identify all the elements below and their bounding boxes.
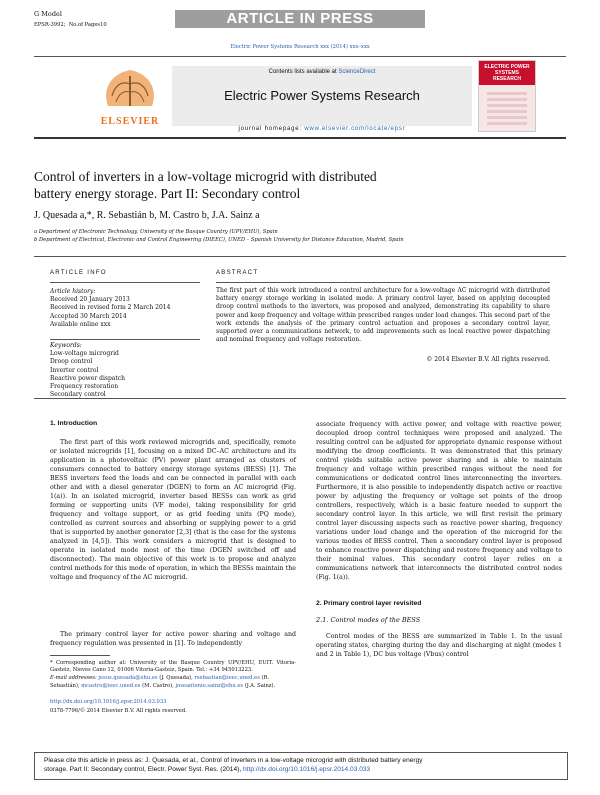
cite-doi-link[interactable]: http://dx.doi.org/10.1016/j.epsr.2014.03.033 bbox=[243, 766, 371, 773]
email-link-3[interactable]: mcastro@ieec.uned.es bbox=[81, 682, 141, 689]
journal-homepage: journal homepage: www.elsevier.com/locate/epsr bbox=[238, 126, 406, 132]
affiliation-b: b Department of Electrical, Electronic and Control Engineering (DIEEC), UNED – Spanish University for Distance Education, Madrid, Spain bbox=[34, 237, 404, 243]
authors: J. Quesada a,*, R. Sebastián b, M. Castro b, J.A. Sainz a bbox=[34, 210, 260, 221]
issn-line: 0378-7796/© 2014 Elsevier B.V. All rights reserved. bbox=[50, 708, 187, 714]
section-2-paragraph: Control modes of the BESS are summarized in Table 1. In the usual operating states, charging during the day and discharging at night (modes 1 and 2 in Table 1), DC bus voltage (Vbus) control bbox=[316, 633, 562, 658]
email-footnote: E-mail addresses: jesus.quesada@ehu.es (J. Quesada), rsebastian@ieec.uned.es (R. Sebastián), mcastro@ieec.uned.es (M. Castro), joseantonio.sainz@ehu.es (J.A. Sainz). bbox=[50, 675, 276, 689]
contents-available: Contents lists available at ScienceDirect bbox=[268, 69, 376, 75]
abstract-heading: ABSTRACT bbox=[216, 270, 259, 276]
journal-cover: ELECTRIC POWER SYSTEMS RESEARCH bbox=[478, 60, 536, 132]
homepage-link[interactable]: www.elsevier.com/locate/epsr bbox=[304, 126, 406, 132]
doi-link[interactable]: http://dx.doi.org/10.1016/j.epsr.2014.03.033 bbox=[50, 699, 167, 705]
sciencedirect-link[interactable]: ScienceDirect bbox=[338, 69, 376, 75]
keywords: Keywords: Low-voltage microgrid Droop control Inverter control Reactive power dispatch Frequency restoration Secondary control bbox=[50, 342, 125, 399]
affiliation-a: a Department of Electronic Technology, University of the Basque Country (UPV/EHU), Spain bbox=[34, 229, 278, 235]
section-2-heading: 2. Primary control layer revisited bbox=[316, 600, 422, 607]
intro-paragraph-2: The primary control layer for active power sharing and voltage and frequency regulation was presented in [1]. To independently bbox=[50, 631, 296, 647]
intro-right-paragraph: associate frequency with active power, and voltage with reactive power, decoupled droop control techniques were proposed and analyzed. The resulting control can be adjusted for appropriate dynamic response without modifying the droop coefficients. It was demonstrated that this primary control yields suitable active power sharing and is able to maintain frequency and voltage within prescribed ranges without the need for communications or dedicated control lines interconnecting the inverters. Furthermore, it is also possible to independently dispatch active or reactive power by adjusting the frequency or voltage set points of the droop controllers, respectively, which is a basic feature needed to support the secondary control layer. In this article, we will first revisit the primary control layer discussing aspects such as reactive power sharing, frequency variations under load change and the operation of the microgrid for the various modes of BESS control. Then a secondary control layer is proposed to enhance reactive power dispatching and restore frequency and voltage to their nominal values. This secondary control layer relies on a communications network that interconnects the distributed control nodes (Fig. 1(a)). bbox=[316, 421, 562, 581]
section-1-heading: 1. Introduction bbox=[50, 420, 98, 427]
g-model-label: G Model bbox=[34, 10, 62, 18]
email-link-1[interactable]: jesus.quesada@ehu.es bbox=[98, 675, 158, 681]
journal-name: Electric Power Systems Research bbox=[224, 88, 420, 103]
article-history: Article history: Received 20 January 2013 Received in revised form 2 March 2014 Accepted 30 March 2014 Available online xxx bbox=[50, 288, 171, 328]
subsection-2-1-heading: 2.1. Control modes of the BESS bbox=[316, 616, 421, 624]
article-in-press-banner: ARTICLE IN PRESS bbox=[175, 10, 425, 28]
elsevier-logo: ELSEVIER bbox=[90, 66, 170, 122]
intro-paragraph-1: The first part of this work reviewed microgrids and, specifically, remote or isolated microgrids [1], focusing on a mixed DC–AC architecture and its application in a photovoltaic (PV) power plant arranged as clusters of consumers connected to battery energy storage systems (BESS) [1]. The BESS inverters feed the loads and can be connected in parallel with each other and with a diesel generator (DGEN) to form an AC microgrid (Fig. 1(a)). In an isolated microgrid, inverter based BESSs can work as grid forming or supporting units (VF mode), taking responsibility for grid frequency and voltage support, or as grid feeding units (PQ mode), controlled as current sources and absorbing or supplying power to a grid that is supported by another generator [2,3] (that is the case for the systems analyzed in [4,5]). This work considers a microgrid that is designed to operate in isolated mode most of the time (DGEN switched off and disconnected). The main objective of this work is to propose and analyze control methods for this mode of operation, in which the BESSs maintain the voltage and frequency of the AC microgrid. bbox=[50, 439, 296, 581]
abstract-text: The first part of this work introduced a control architecture for a low-voltage AC microgrid with distributed battery energy storage working in isolated mode. A primary control layer, based on applying decoupled droop control methods to the inverters, was proposed and analyzed, demonstrating its capability to share power and keep frequency and voltage within prescribed ranges under load changes. This second part of the work extends the analysis of the primary control actuation and proposes a secondary control layer, supported over a communications network, to add improvements such as local reactive power dispatching and nominal frequency and voltage restoration. bbox=[216, 287, 550, 344]
citation-line[interactable]: Electric Power Systems Research xxx (2014) xxx–xxx bbox=[230, 44, 370, 50]
article-info-heading: ARTICLE INFO bbox=[50, 270, 107, 276]
abstract-copyright: © 2014 Elsevier B.V. All rights reserved. bbox=[426, 356, 550, 363]
cite-text: Please cite this article in press as: J. Quesada, et al., Control of inverters in a low-voltage microgrid with distributed battery energy storage. Part II: Secondary control, Electr. Power Syst. Res. (2014), http://dx.doi.org/10.1016/j.epsr.2014.03.033 bbox=[44, 757, 423, 773]
epsr-code: EPSR-3992; No.of Pages10 bbox=[34, 22, 107, 28]
article-title: Control of inverters in a low-voltage microgrid with distributed battery energy storage. Part II: Secondary control bbox=[34, 169, 377, 201]
email-link-4[interactable]: joseantonio.sainz@ehu.es bbox=[175, 682, 244, 689]
corresponding-author-footnote: * Corresponding author at: University of the Basque Country UPV/EHU, EUIT. Vitoria-Gasteiz, Nieves Cano 12, 01006 Vitoria-Gasteiz, Spain. Tel.: +34 945013223. bbox=[50, 660, 296, 674]
email-link-2[interactable]: rsebastian@ieec.uned.es bbox=[194, 675, 260, 681]
